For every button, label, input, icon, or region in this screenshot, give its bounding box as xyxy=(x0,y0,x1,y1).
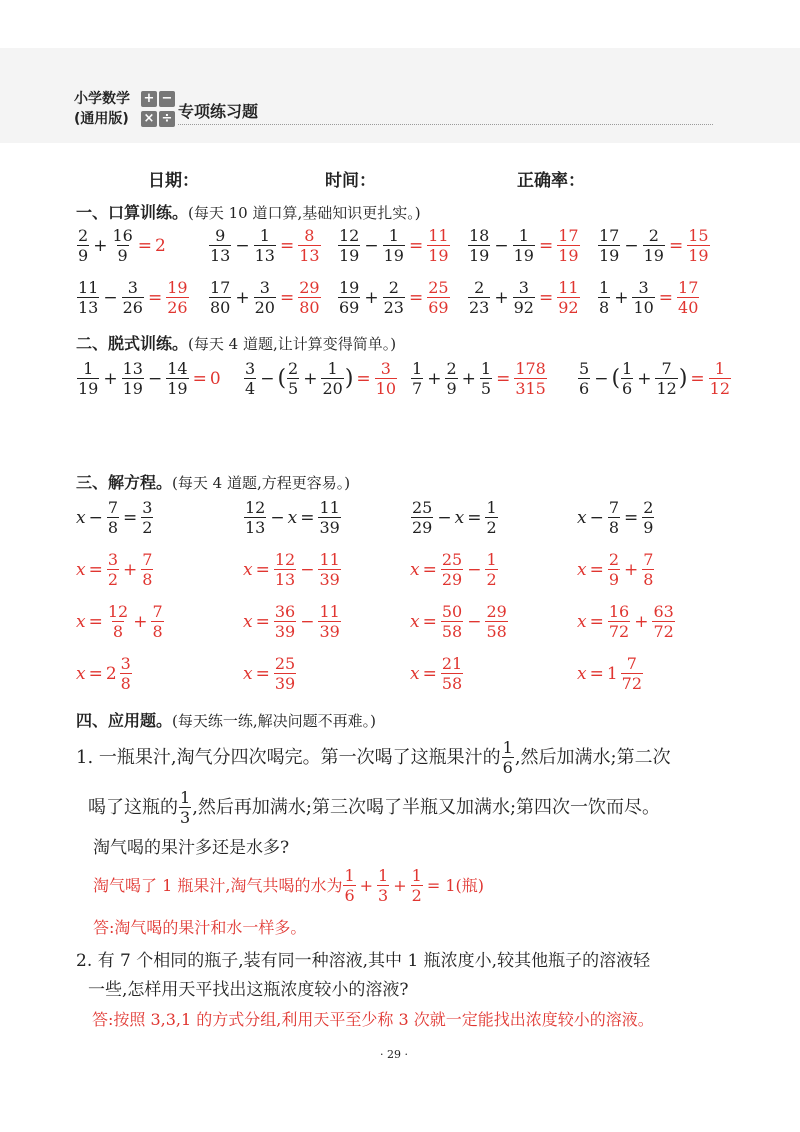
equation-result: x = $\frac{21}{58}$ xyxy=(410,654,463,693)
stepwise-item: 1 19 + $\frac{13}{19}$ − $\frac{14}{19}$ = 0 xyxy=(78,359,221,398)
problem-1-answer: 答:淘气喝的果汁和水一样多。 xyxy=(93,918,307,937)
mental-math-item: 2 23 + $\frac{3}{92}$ = $\frac{11}{92}$ xyxy=(469,278,579,317)
equation-result: x = 2 3 8 xyxy=(76,654,131,693)
problem-1-line-2: 喝了这瓶的 1 3 ,然后再加满水;第三次喝了半瓶又加满水;第四次一饮而尽。 xyxy=(88,788,661,827)
brand-line2: (通用版) xyxy=(74,111,129,127)
equation-step: x = $\frac{36}{39}$ − $\frac{11}{39}$ xyxy=(243,602,340,641)
problem-2-answer: 答:按照 3,3,1 的方式分组,利用天平至少称 3 次就一定能找出浓度较小的溶液。 xyxy=(92,1010,654,1029)
equation-problem: 12 13 − x = $\frac{11}{39}$ xyxy=(245,498,340,537)
brand-line1: 小学数学 xyxy=(74,91,130,107)
mental-math-item: 17 19 − $\frac{2}{19}$ = $\frac{15}{19}$ xyxy=(599,226,709,265)
date-label: 日期： xyxy=(148,171,199,191)
page-number: · 29 · xyxy=(380,1048,408,1061)
section-word-problems-title: 四、应用题。(每天练一练,解决问题不再难。) xyxy=(76,711,376,730)
mental-math-item: 18 19 − $\frac{1}{19}$ = $\frac{17}{19}$ xyxy=(469,226,579,265)
problem-2-line-1: 2. 有 7 个相同的瓶子,装有同一种溶液,其中 1 瓶浓度小,较其他瓶子的溶液轻 xyxy=(76,951,651,971)
equation-problem: x − $\frac{7}{8}$ = $\frac{2}{9}$ xyxy=(577,498,654,537)
book-brand xyxy=(74,89,130,129)
mental-math-item: 1 8 + $\frac{3}{10}$ = $\frac{17}{40}$ xyxy=(599,278,699,317)
equation-result: x = 1 7 72 xyxy=(577,654,643,693)
mental-math-item: 9 13 − $\frac{1}{13}$ = $\frac{8}{13}$ xyxy=(210,226,320,265)
operator-logo xyxy=(141,91,177,129)
equation-step: x = $\frac{25}{29}$ − $\frac{1}{2}$ xyxy=(410,550,497,589)
equation-step: x = $\frac{2}{9}$ + $\frac{7}{8}$ xyxy=(577,550,654,589)
header-divider xyxy=(178,124,713,125)
stepwise-item: 1 7 + $\frac{2}{9}$ + $\frac{1}{5}$ = $\frac{178}{315}$ xyxy=(412,359,546,398)
problem-1-line-1: 1. 一瓶果汁,淘气分四次喝完。第一次喝了这瓶果汁的 1 6 ,然后加满水;第二次 xyxy=(76,738,671,777)
mental-math-item: 17 80 + $\frac{3}{20}$ = $\frac{29}{80}$ xyxy=(210,278,320,317)
mental-math-item: 11 13 − $\frac{3}{26}$ = $\frac{19}{26}$ xyxy=(78,278,188,317)
equation-step: x = $\frac{3}{2}$ + $\frac{7}{8}$ xyxy=(76,550,153,589)
section-equations-title: 三、解方程。(每天 4 道题,方程更容易。) xyxy=(76,473,351,492)
accuracy-label: 正确率： xyxy=(517,171,585,191)
mental-math-item: 19 69 + $\frac{2}{23}$ = $\frac{25}{69}$ xyxy=(339,278,449,317)
problem-1-question: 淘气喝的果汁多还是水多? xyxy=(93,838,290,858)
problem-1-answer-calc: 淘气喝了 1 瓶果汁,淘气共喝的水为 1 6 + $\frac{1}{3}$ + $\frac{1}{2}$ = 1(瓶) xyxy=(93,866,484,905)
equation-result: x = $\frac{25}{39}$ xyxy=(243,654,296,693)
section-mental-math-title: 一、口算训练。(每天 10 道口算,基础知识更扎实。) xyxy=(76,203,421,222)
stepwise-item: 5 6 − ( 1 6 + $\frac{7}{12}$ ) = $\frac{1}{12}$ xyxy=(579,359,731,398)
equation-problem: x − $\frac{7}{8}$ = $\frac{3}{2}$ xyxy=(76,498,153,537)
mental-math-item: 2 9 + $\frac{16}{9}$ = 2 xyxy=(78,226,166,265)
section-stepwise-title: 二、脱式训练。(每天 4 道题,让计算变得简单。) xyxy=(76,334,397,353)
time-label: 时间： xyxy=(325,171,376,191)
stepwise-item: 3 4 − ( 2 5 + $\frac{1}{20}$ ) = $\frac{3}{10}$ xyxy=(245,359,397,398)
mental-math-item: 12 19 − $\frac{1}{19}$ = $\frac{11}{19}$ xyxy=(339,226,449,265)
series-title: 专项练习题 xyxy=(178,102,259,121)
problem-2-line-2: 一些,怎样用天平找出这瓶浓度较小的溶液? xyxy=(88,980,409,1000)
equation-step: x = $\frac{12}{8}$ + $\frac{7}{8}$ xyxy=(76,602,163,641)
equation-problem: 25 29 − x = $\frac{1}{2}$ xyxy=(412,498,497,537)
equation-step: x = $\frac{50}{58}$ − $\frac{29}{58}$ xyxy=(410,602,507,641)
equation-step: x = $\frac{16}{72}$ + $\frac{63}{72}$ xyxy=(577,602,674,641)
plus-icon: + xyxy=(141,91,157,107)
times-icon: × xyxy=(141,111,157,127)
equation-step: x = $\frac{12}{13}$ − $\frac{11}{39}$ xyxy=(243,550,340,589)
minus-icon: − xyxy=(159,91,175,107)
divide-icon: ÷ xyxy=(159,111,175,127)
